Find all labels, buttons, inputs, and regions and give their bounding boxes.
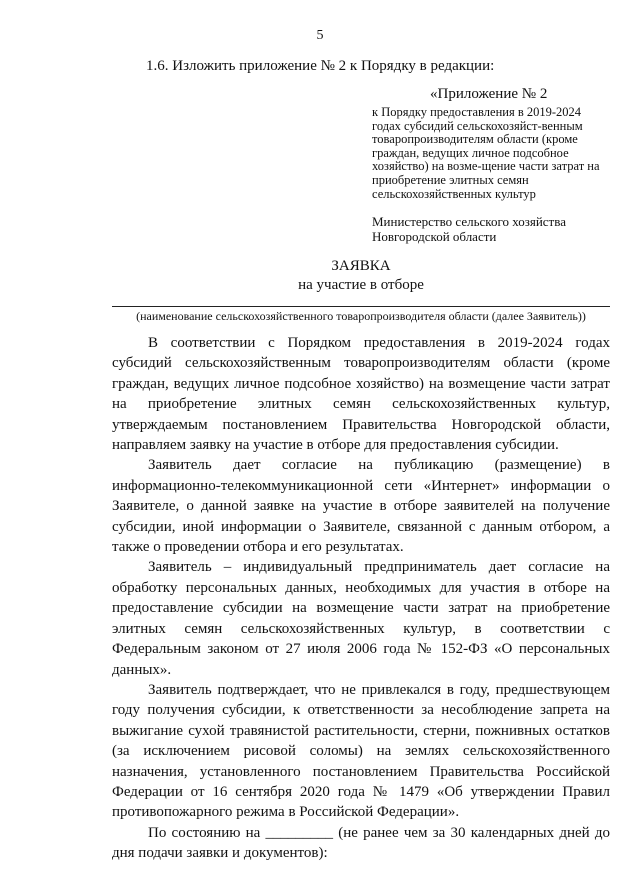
appendix-title: «Приложение № 2 [430, 86, 548, 102]
applicant-name-line [112, 306, 610, 307]
document-heading: ЗАЯВКА [331, 258, 391, 274]
paragraph-personal-data-consent: Заявитель – индивидуальный предприниматель дает согласие на обработку персональных данных, необходимых для участия в отборе на предоставление субсидии на возмещение части затрат на приобретение элитных семян сельскохозяйственных культур, в соответствии с Федеральным законом от 27 июля 2006 года № 152-ФЗ «О персональных данных». [112, 559, 610, 678]
paragraph-as-of-date: По состоянию на _________ (не ранее чем за 30 календарных дней до дня подачи заявки и документов): [112, 824, 610, 862]
paragraph-intro: В соответствии с Порядком предоставления в 2019-2024 годах субсидий сельскохозяйственным товаропроизводителям области (кроме граждан, ведущих личное подсобное хозяйство) на возмещение части затрат на приобретение элитных семян сельскохозяйственных культур, утверждаемым постановлением Правительства Новгородской области, направляем заявку на участие в отборе для предоставления субсидии. [112, 335, 610, 454]
recipient-ministry: Министерство сельского хозяйства Новгородской области [372, 214, 566, 244]
paragraph-publication-consent: Заявитель дает согласие на публикацию (размещение) в информационно-телекоммуникационной сети «Интернет» информации о Заявителе, о данной заявке на участие в отборе заявителей на получение субсидии, иной информации о Заявителе, связанной с данным отбором, а также о проведении отбора и его результатах. [112, 457, 610, 556]
document-subheading: на участие в отборе [298, 277, 424, 293]
appendix-reference: к Порядку предоставления в 2019-2024 годах субсидий сельскохозяйст-венным товаропроизводителям области (кроме граждан, ведущих личное подсобное хозяйство) на возме-щение части затрат на приобретение элитных семян сельскохозяйственных культур [372, 105, 600, 201]
amendment-item: 1.6. Изложить приложение № 2 к Порядку в редакции: [146, 58, 495, 74]
application-body [112, 333, 610, 864]
paragraph-fire-safety-confirmation: Заявитель подтверждает, что не привлекался в году, предшествующем году получения субсидии, к ответственности за несоблюдение запрета на выжигание сухой травянистой растительности, стерни, пожнивных остатков (за исключением рисовой соломы) на землях сельскохозяйственного назначения, установленного постановлением Правительства Российской Федерации от 16 сентября 2020 года № 1479 «Об утверждении Правил противопожарного режима в Российской Федерации». [112, 681, 610, 821]
applicant-name-caption: (наименование сельскохозяйственного товаропроизводителя области (далее Заявитель)) [136, 309, 586, 323]
page-number: 5 [316, 28, 324, 43]
